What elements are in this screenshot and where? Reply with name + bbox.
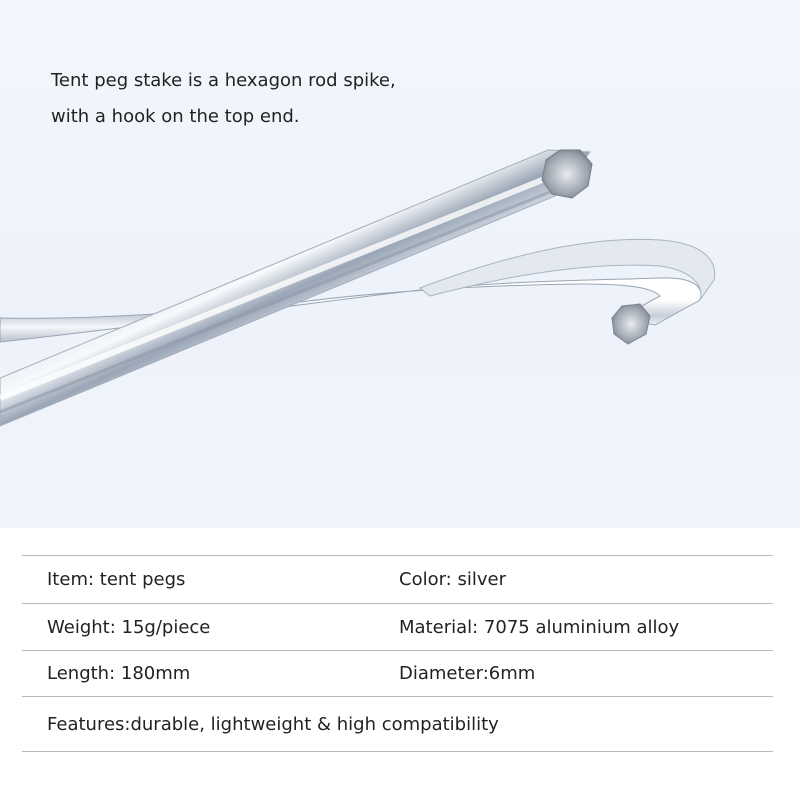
caption-line-1: Tent peg stake is a hexagon rod spike,: [51, 70, 396, 91]
back-peg-hex-end: [612, 304, 650, 344]
spec-row: [22, 697, 773, 752]
front-peg: [0, 150, 592, 426]
spec-row: [22, 651, 773, 697]
spec-item: Item: tent pegs: [47, 569, 186, 590]
spec-row: [22, 556, 773, 604]
spec-diameter: Diameter:6mm: [399, 663, 536, 684]
spec-table: [22, 555, 773, 752]
spec-length: Length: 180mm: [47, 663, 191, 684]
front-peg-hex-end: [542, 150, 592, 198]
spec-color: Color: silver: [399, 569, 506, 590]
spec-row: [22, 604, 773, 651]
product-caption: [51, 63, 396, 135]
spec-weight: Weight: 15g/piece: [47, 616, 211, 638]
spec-features: Features:durable, lightweight & high compatibility: [47, 713, 499, 735]
caption-line-2: with a hook on the top end.: [51, 106, 300, 127]
spec-material: Material: 7075 aluminium alloy: [399, 616, 680, 638]
